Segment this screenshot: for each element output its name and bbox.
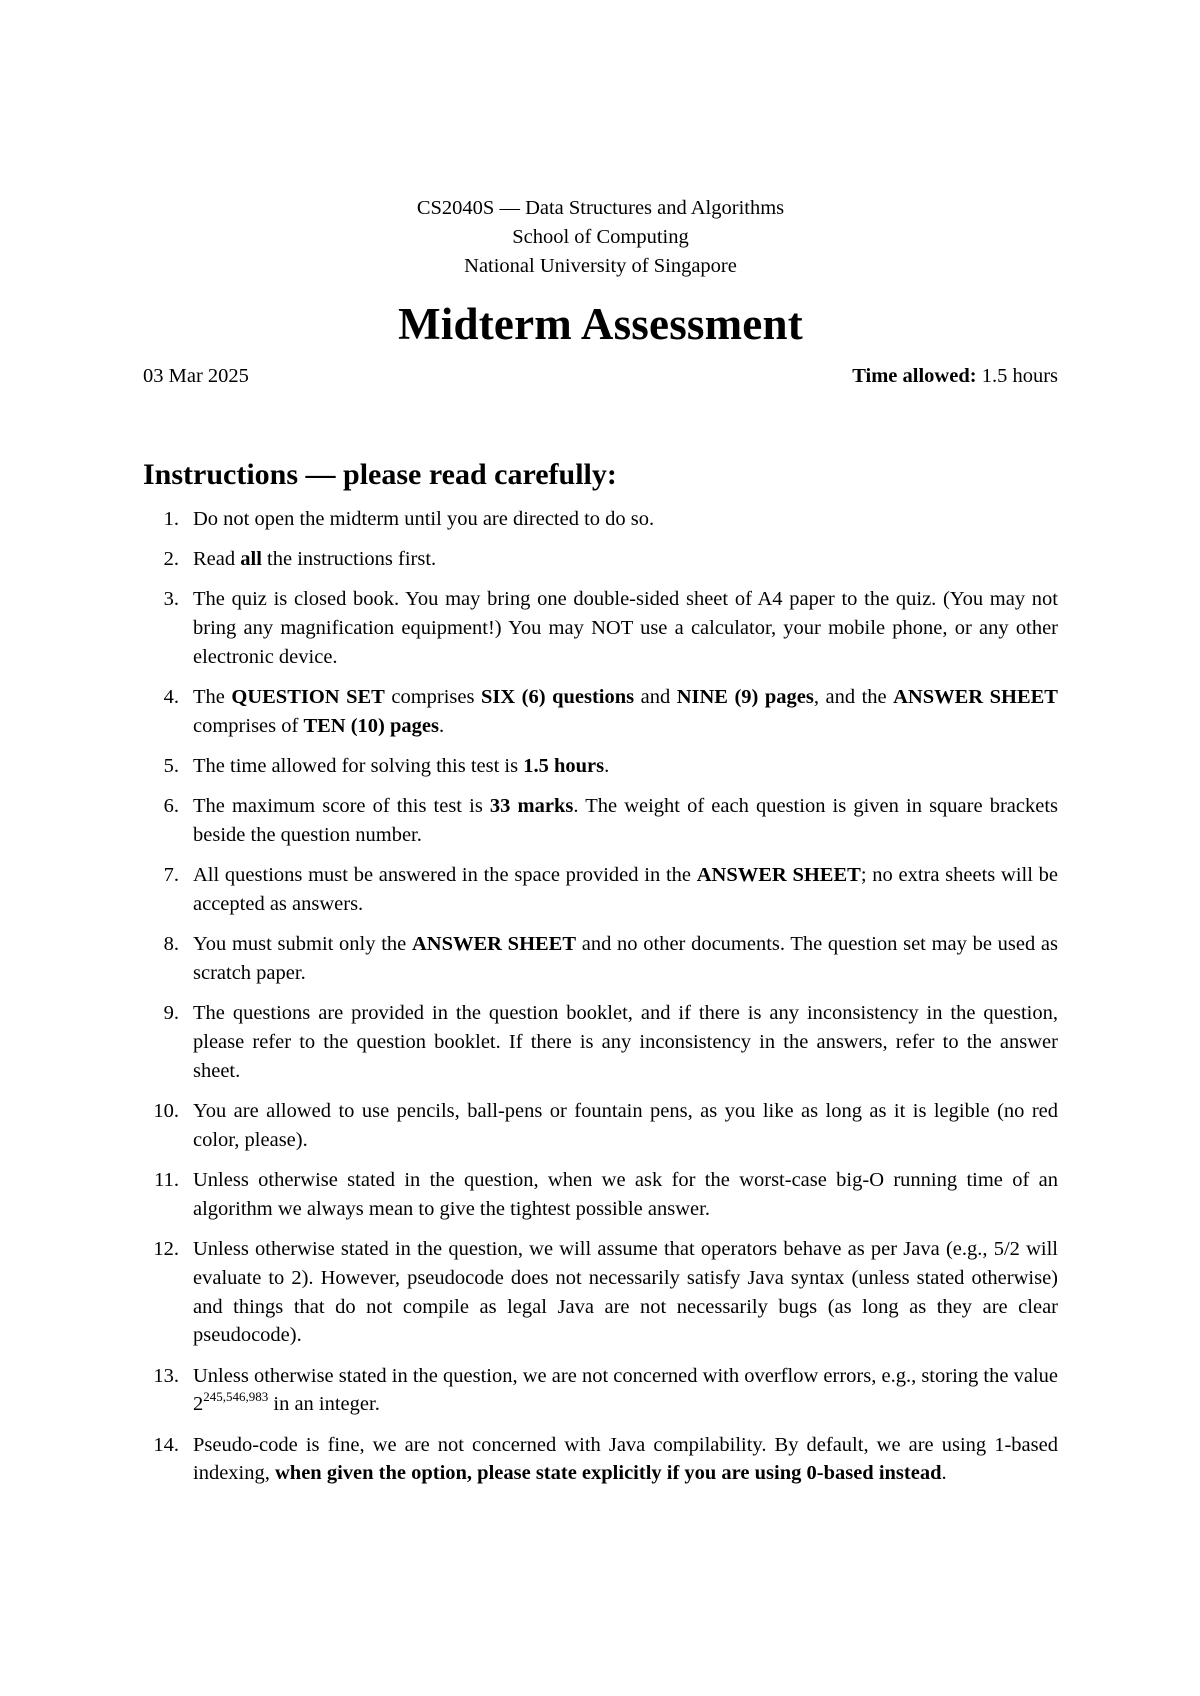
instruction-text (193, 1362, 1058, 1420)
instruction-text-run: . The weight of each question is given in square brackets beside the question number. (193, 795, 1058, 847)
instruction-item (143, 999, 1058, 1085)
instruction-number: 13. (153, 1364, 179, 1387)
instructions-list (143, 505, 1058, 1500)
school-name: School of Computing (512, 226, 689, 248)
instruction-number: 9. (163, 1002, 179, 1025)
instruction-emphasis: ANSWER SHEET (893, 686, 1058, 709)
instruction-text (193, 930, 1058, 988)
instruction-number: 10. (153, 1100, 179, 1123)
time-allowed-value: 1.5 hours (981, 365, 1058, 387)
course-header (143, 194, 1058, 281)
instruction-emphasis: when given the option, please state explicitly if you are using 0-based instead (275, 1462, 942, 1485)
instruction-text-run: Do not open the midterm until you are directed to do so. (193, 508, 655, 530)
time-allowed-label: Time allowed: (852, 365, 977, 387)
instruction-text-run: ; no extra sheets will be accepted as answers. (193, 864, 1058, 916)
instruction-item (143, 861, 1058, 919)
instruction-text-run: You are allowed to use pencils, ball-pens or fountain pens, as you like as long as it is legible (no red color, please). (193, 1100, 1058, 1151)
instruction-item (143, 1362, 1058, 1420)
instruction-item (143, 545, 1058, 574)
instruction-text-run: Pseudo-code is fine, we are not concerned with Java compilability. By default, we are using 1-based indexing, (193, 1433, 1058, 1485)
university-name: National University of Singapore (464, 255, 737, 277)
instruction-number: 7. (163, 864, 179, 887)
instruction-text-run: The (193, 686, 232, 709)
instruction-text (193, 1097, 1058, 1155)
instruction-text (193, 545, 1058, 574)
instruction-number: 6. (163, 795, 179, 818)
instruction-text (193, 505, 1058, 534)
instruction-text (193, 861, 1058, 919)
instruction-item (143, 1097, 1058, 1155)
exam-cover-page (143, 0, 1058, 1696)
instruction-item (143, 1431, 1058, 1489)
instruction-text (193, 792, 1058, 850)
instruction-item (143, 1235, 1058, 1350)
instruction-text-run: All questions must be answered in the space provided in the (193, 864, 697, 887)
instruction-text-run: . (604, 755, 610, 778)
time-allowed (852, 362, 1058, 390)
instruction-item (143, 930, 1058, 988)
instruction-number: 5. (163, 755, 179, 778)
instruction-text-run: The maximum score of this test is (193, 795, 490, 818)
course-title: CS2040S — Data Structures and Algorithms (416, 197, 785, 219)
instruction-emphasis: ANSWER SHEET (696, 864, 861, 887)
instruction-text-run: , and the (813, 686, 894, 709)
instruction-text-run: The questions are provided in the question booklet, and if there is any inconsistency in the question, please refer to the question booklet. If there is any inconsistency in the answers, refer to the answer sheet. (193, 1002, 1058, 1082)
instruction-text-run: Unless otherwise stated in the question, we are not concerned with overflow errors, e.g., storing the value 2 (193, 1364, 1058, 1416)
instruction-text-run: comprises (384, 686, 481, 709)
instruction-text (193, 1431, 1058, 1489)
instruction-emphasis: 1.5 hours (523, 755, 605, 778)
instruction-number: 3. (163, 588, 179, 611)
instruction-text-run: in an integer. (268, 1393, 380, 1416)
instruction-text (193, 1166, 1058, 1224)
instruction-emphasis: TEN (10) pages (303, 714, 439, 737)
instruction-text-run: The time allowed for solving this test is (193, 755, 524, 778)
instruction-emphasis: SIX (6) questions (480, 686, 635, 709)
instruction-emphasis: NINE (9) pages (676, 686, 814, 709)
instruction-item (143, 1166, 1058, 1224)
instruction-text (193, 999, 1058, 1085)
instruction-number: 8. (163, 933, 179, 956)
exam-date: 03 Mar 2025 (143, 365, 249, 387)
instructions-heading: Instructions — please read carefully: (143, 458, 617, 491)
instruction-text-run: and no other documents. The question set may be used as scratch paper. (193, 933, 1058, 985)
instruction-text (193, 752, 1058, 781)
instruction-text-run: Unless otherwise stated in the question, when we ask for the worst-case big-O running time of an algorithm we always mean to give the tightest possible answer. (193, 1169, 1058, 1220)
instruction-text-run: Unless otherwise stated in the question, we will assume that operators behave as per Java (e.g., 5/2 will evaluate to 2). However, pseudocode does not necessarily satisfy Java syntax (unless stated otherwise) and things that do not compile as legal Java are not necessarily bugs (as long as they are clear pseudocode). (193, 1238, 1058, 1347)
instruction-text-run: The quiz is closed book. You may bring one double-sided sheet of A4 paper to the quiz. (You may not bring any magnification equipment!) You may NOT use a calculator, your mobile phone, or any other electronic device. (193, 588, 1058, 668)
instruction-text-run: the instructions first. (261, 548, 437, 571)
instruction-number: 1. (163, 508, 179, 530)
instruction-item (143, 585, 1058, 671)
instruction-superscript: 245,546,983 (203, 1389, 269, 1405)
instruction-item (143, 683, 1058, 741)
instruction-number: 4. (163, 686, 179, 709)
instruction-text (193, 585, 1058, 671)
instruction-number: 14. (153, 1433, 179, 1456)
instruction-number: 12. (153, 1238, 179, 1261)
instruction-emphasis: all (240, 548, 262, 571)
instruction-text-run: . (439, 714, 445, 737)
instruction-emphasis: QUESTION SET (231, 686, 385, 709)
instruction-text-run: Read (193, 548, 241, 571)
instruction-item (143, 792, 1058, 850)
instruction-text (193, 683, 1058, 741)
instruction-emphasis: 33 marks (489, 795, 574, 818)
instruction-number: 2. (163, 548, 179, 571)
instruction-text-run: You must submit only the (193, 933, 412, 956)
page-title: Midterm Assessment (398, 299, 803, 349)
instruction-number: 11. (154, 1169, 179, 1192)
instruction-text-run: comprises of (193, 714, 304, 737)
instruction-text-run: . (941, 1462, 947, 1485)
instruction-item (143, 752, 1058, 781)
instruction-text-run: and (634, 686, 677, 709)
instruction-emphasis: ANSWER SHEET (411, 933, 577, 956)
instruction-item (143, 505, 1058, 534)
instruction-text (193, 1235, 1058, 1350)
